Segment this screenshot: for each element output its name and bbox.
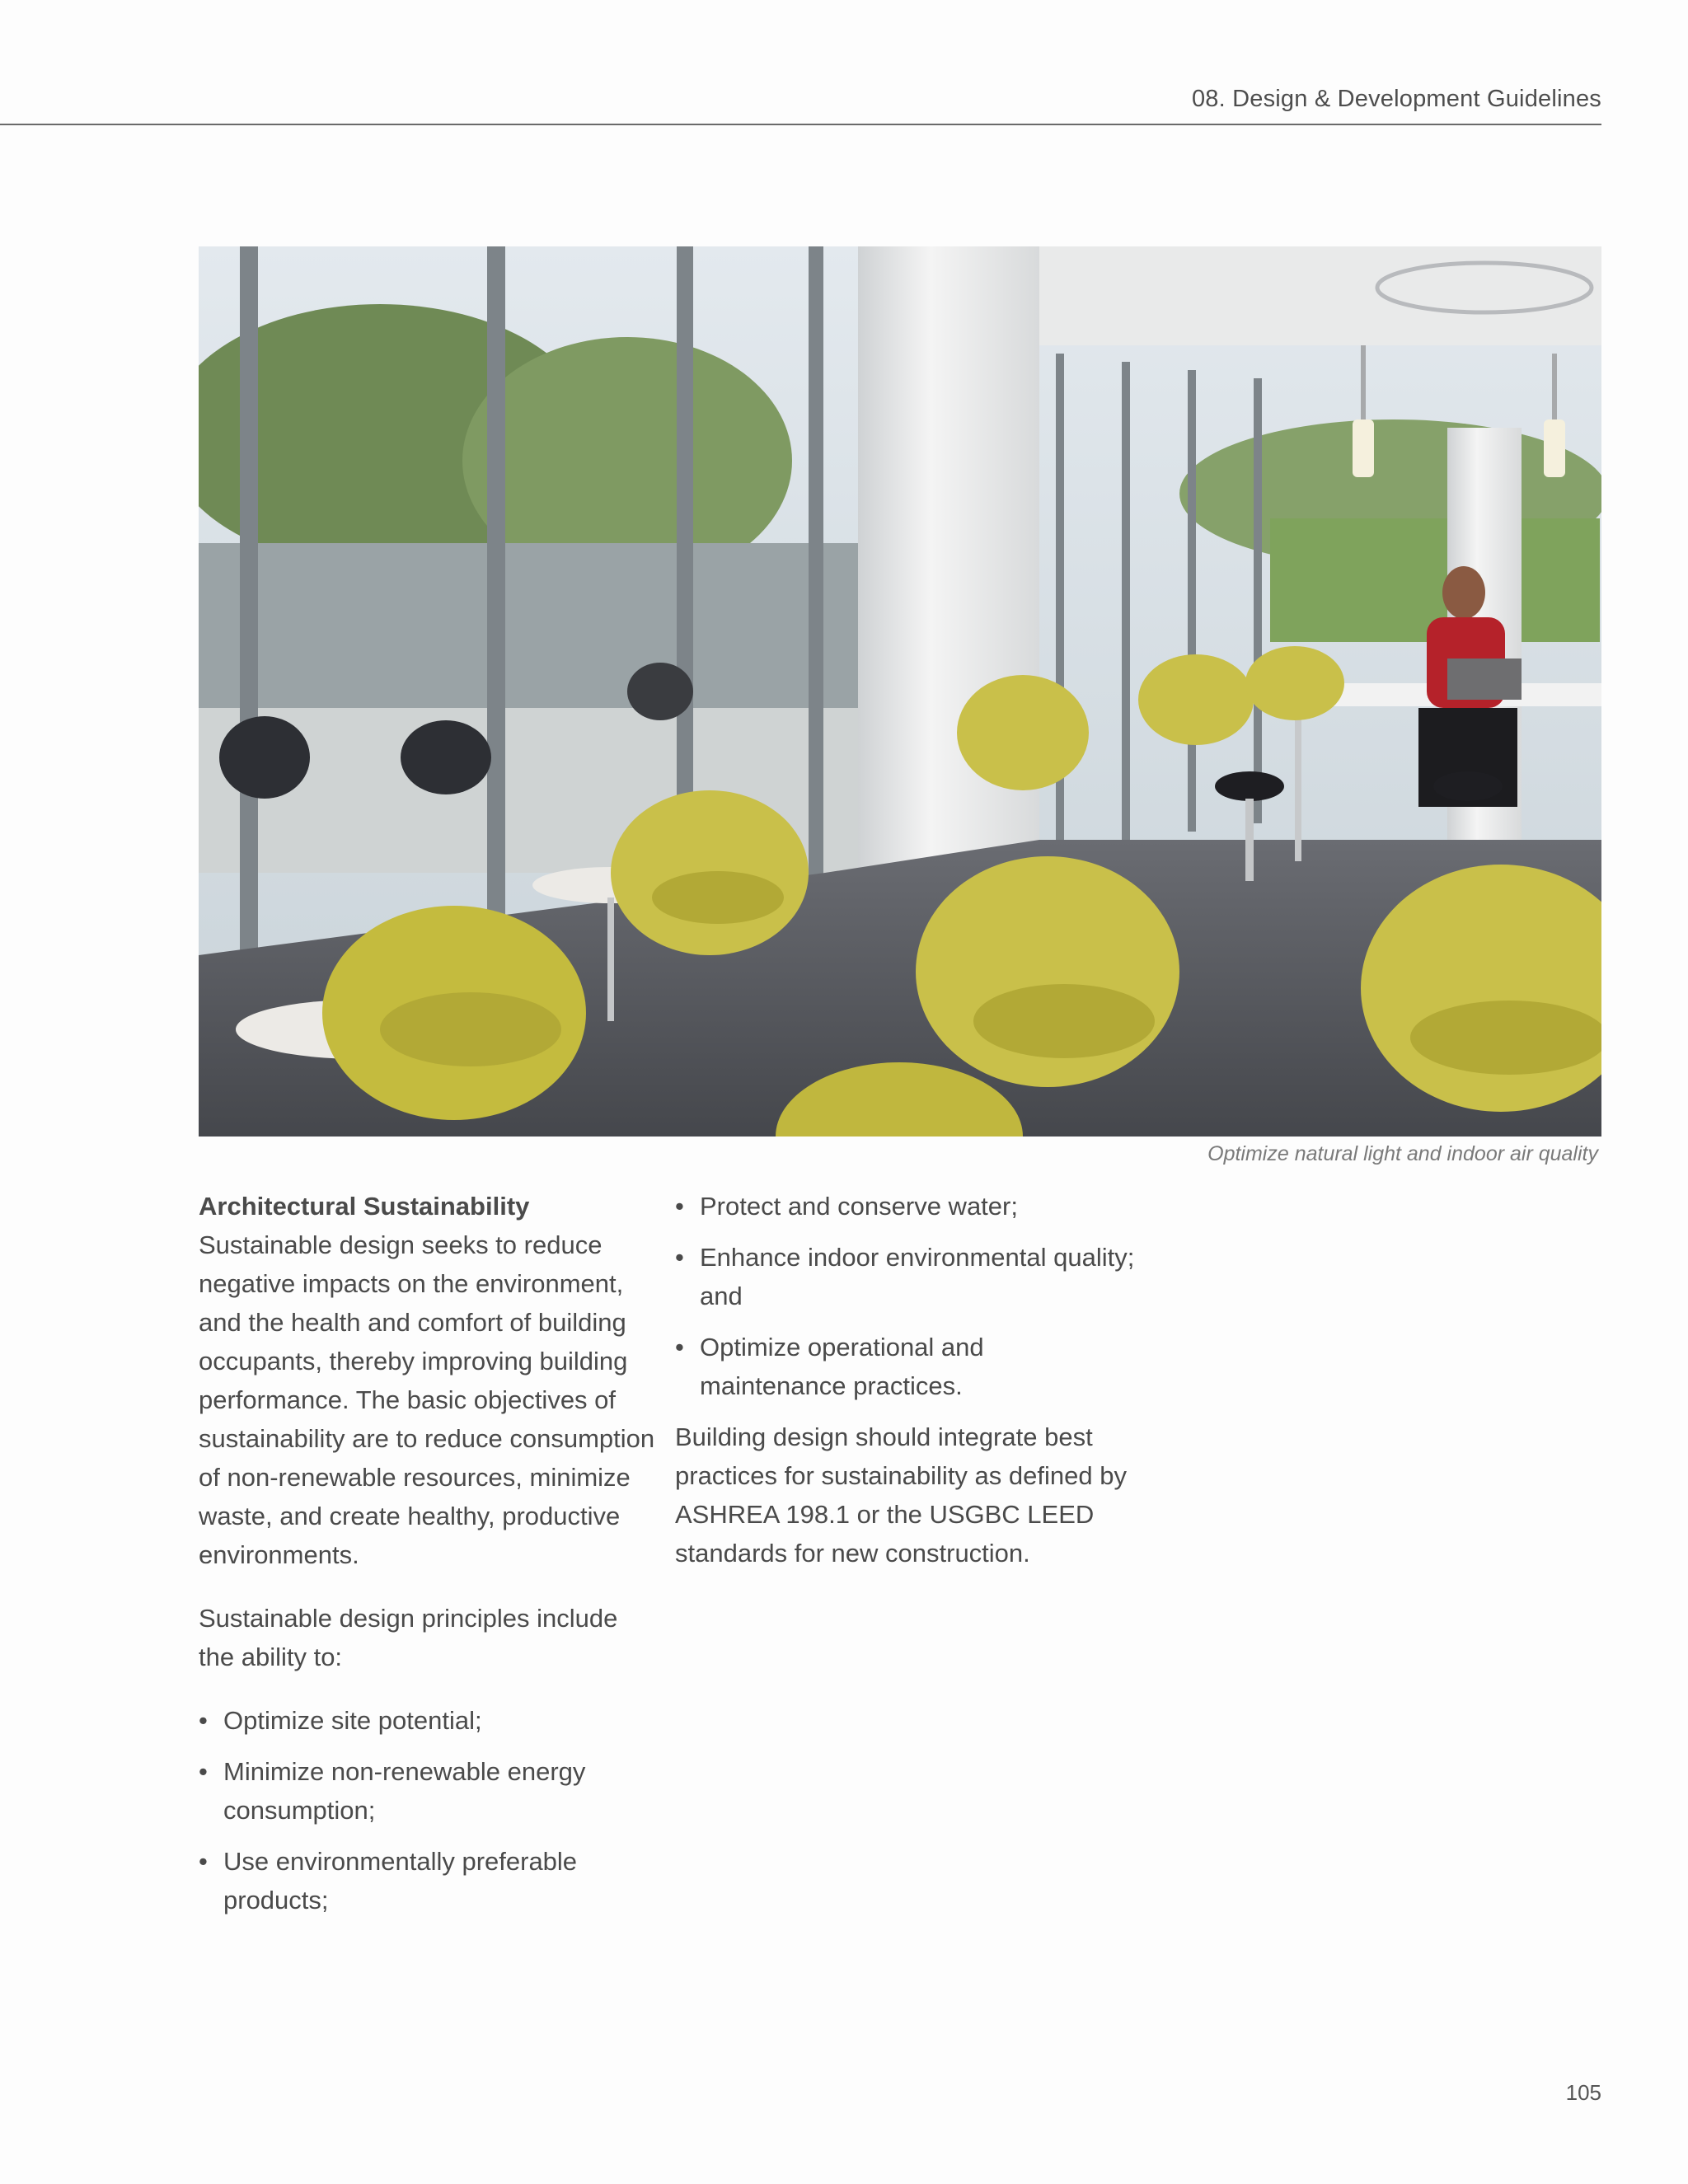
left-column [199,1187,660,1932]
bullet-icon: • [199,1706,208,1735]
header-rule [0,124,1601,125]
list-item: • Optimize operational and maintenance practices. [675,1328,1137,1405]
page-number: 105 [1565,2080,1601,2105]
bullet-icon: • [675,1192,684,1221]
list-item: • Use environmentally preferable products; [199,1842,660,1919]
bullet-icon: • [199,1757,208,1786]
principles-list-left [199,1701,660,1919]
bullet-icon: • [199,1847,208,1876]
bullet-icon: • [675,1243,684,1272]
principles-lead: Sustainable design principles include the ability to: [199,1604,618,1671]
section-heading: Architectural Sustainability [199,1192,530,1221]
list-item: • Protect and conserve water; [675,1187,1137,1226]
interior-photo [199,246,1601,1137]
intro-paragraph: Sustainable design seeks to reduce negative impacts on the environment, and the health and comfort of building occupants, thereby improving building performance. The basic objectives of sustainability are to reduce consumption of non-renewable resources, minimize waste, and create healthy, productive environments. [199,1230,655,1569]
list-item: • Minimize non-renewable energy consumption; [199,1752,660,1830]
list-item: • Enhance indoor environmental quality; and [675,1238,1137,1315]
photo-caption: Optimize natural light and indoor air quality [1207,1142,1598,1165]
principles-list-right [675,1187,1137,1405]
list-item: • Optimize site potential; [199,1701,660,1740]
middle-column [675,1187,1137,1572]
bullet-icon: • [675,1333,684,1361]
closing-paragraph: Building design should integrate best practices for sustainability as defined by ASHREA 198.1 or the USGBC LEED standards for new construction. [675,1422,1127,1568]
running-header: 08. Design & Development Guidelines [1191,86,1601,112]
